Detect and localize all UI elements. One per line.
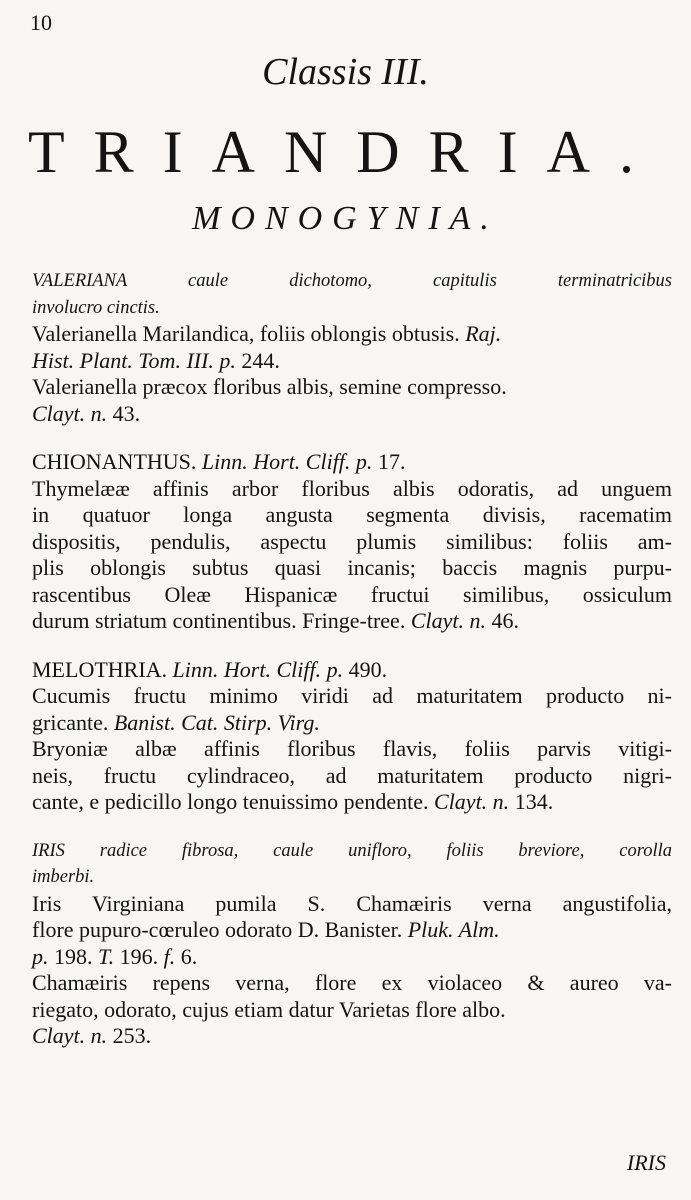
text-segment: p. <box>32 943 54 969</box>
text-line <box>32 401 672 428</box>
text-segment: in quatuor longa angusta segmenta divisis, racematim <box>32 502 672 527</box>
entry <box>32 657 672 816</box>
entries-body <box>32 268 672 1072</box>
text-segment: 244. <box>241 347 280 373</box>
page-number: 10 <box>30 10 52 35</box>
text-segment: imberbi. <box>32 867 95 887</box>
text-segment: VALERIANA caule dichotomo, capitulis terminatricibus <box>32 271 672 291</box>
text-line <box>32 529 672 556</box>
text-segment: Iris Virginiana pumila S. Chamæiris verna angustifolia, <box>32 890 672 916</box>
text-segment: CHIONANTHUS. <box>32 449 202 474</box>
text-segment: plis oblongis subtus quasi incanis; baccis magnis purpu- <box>32 555 672 580</box>
text-segment: f. <box>163 943 181 969</box>
text-line <box>32 944 672 971</box>
text-segment: Cucumis fructu minimo viridi ad maturitatem producto ni- <box>32 683 672 708</box>
text-line <box>32 268 672 295</box>
text-segment: Banist. Cat. Stirp. Virg. <box>113 709 320 735</box>
text-segment: Valerianella Marilandica, foliis oblongis obtusis. <box>32 321 466 346</box>
text-line <box>32 683 672 710</box>
page-title: TRIANDRIA. <box>28 119 663 185</box>
entry <box>32 838 672 1050</box>
text-line <box>32 736 672 763</box>
text-line <box>32 763 672 790</box>
order-subtitle: MONOGYNIA. <box>192 200 499 237</box>
text-segment: neis, fructu cylindraceo, ad maturitatem producto nigri- <box>32 762 672 788</box>
text-line <box>32 917 672 944</box>
text-segment: cante, e pedicillo longo tenuissimo pendente. <box>32 789 435 814</box>
text-segment: Clayt. n. <box>32 1023 113 1048</box>
text-segment: flore pupuro-cœruleo odorato D. Banister. <box>32 917 408 942</box>
text-segment: Hist. Plant. Tom. III. p. <box>32 347 242 373</box>
text-segment: Linn. Hort. Cliff. p. <box>172 656 349 682</box>
text-segment: 6. <box>180 943 198 969</box>
text-segment: Clayt. n. <box>434 789 515 814</box>
text-segment: T. <box>98 943 120 969</box>
text-segment: 490. <box>348 656 388 682</box>
text-line <box>32 657 672 684</box>
text-segment: dispositis, pendulis, aspectu plumis similibus: foliis am- <box>32 528 672 554</box>
text-line <box>32 476 672 503</box>
text-segment: Raj. <box>465 321 502 346</box>
text-segment: Pluk. Alm. <box>407 917 500 942</box>
text-segment: Bryoniæ albæ affinis floribus flavis, foliis parvis vitigi- <box>32 736 672 761</box>
text-line <box>32 891 672 918</box>
text-segment: Clayt. n. <box>32 400 113 426</box>
text-line <box>32 864 672 891</box>
entry <box>32 268 672 427</box>
text-line <box>32 582 672 609</box>
text-segment: durum striatum continentibus. Fringe-tree. <box>32 608 411 633</box>
text-segment: IRIS radice fibrosa, caule unifloro, foliis breviore, corolla <box>32 840 672 861</box>
catchword: IRIS <box>626 1150 666 1175</box>
text-segment: rascentibus Oleæ Hispanicæ fructui similibus, ossiculum <box>32 581 672 607</box>
text-segment: 17. <box>377 449 406 474</box>
text-segment: Linn. Hort. Cliff. p. <box>201 449 378 474</box>
text-line <box>32 1023 672 1050</box>
text-line <box>32 555 672 582</box>
text-segment: 134. <box>514 789 554 814</box>
entry <box>32 449 672 635</box>
text-segment: gricante. <box>32 709 114 735</box>
text-segment: Chamæiris repens verna, flore ex violaceo & aureo va- <box>32 970 672 995</box>
text-line <box>32 838 672 865</box>
text-segment: Thymelææ affinis arbor floribus albis odoratis, ad unguem <box>32 475 672 501</box>
text-segment: Clayt. n. <box>410 608 492 633</box>
text-segment: 198. <box>54 943 98 969</box>
text-segment: 43. <box>112 400 141 426</box>
text-line <box>32 997 672 1024</box>
text-segment: 196. <box>119 943 164 969</box>
text-segment: riegato, odorato, cujus etiam datur Varietas flore albo. <box>32 996 506 1022</box>
text-line <box>32 374 672 401</box>
text-line <box>32 295 672 322</box>
text-segment: MELOTHRIA. <box>32 656 173 682</box>
text-segment: Valerianella præcox floribus albis, semine compresso. <box>32 374 507 399</box>
text-line <box>32 789 672 816</box>
text-line <box>32 321 672 348</box>
text-line <box>32 608 672 635</box>
text-line <box>32 970 672 997</box>
text-segment: 46. <box>491 608 519 633</box>
text-line <box>32 710 672 737</box>
text-segment: involucro cinctis. <box>32 297 160 318</box>
text-line <box>32 449 672 476</box>
text-segment: 253. <box>112 1023 152 1048</box>
text-line <box>32 502 672 529</box>
class-heading: Classis III. <box>262 51 429 93</box>
text-line <box>32 348 672 375</box>
